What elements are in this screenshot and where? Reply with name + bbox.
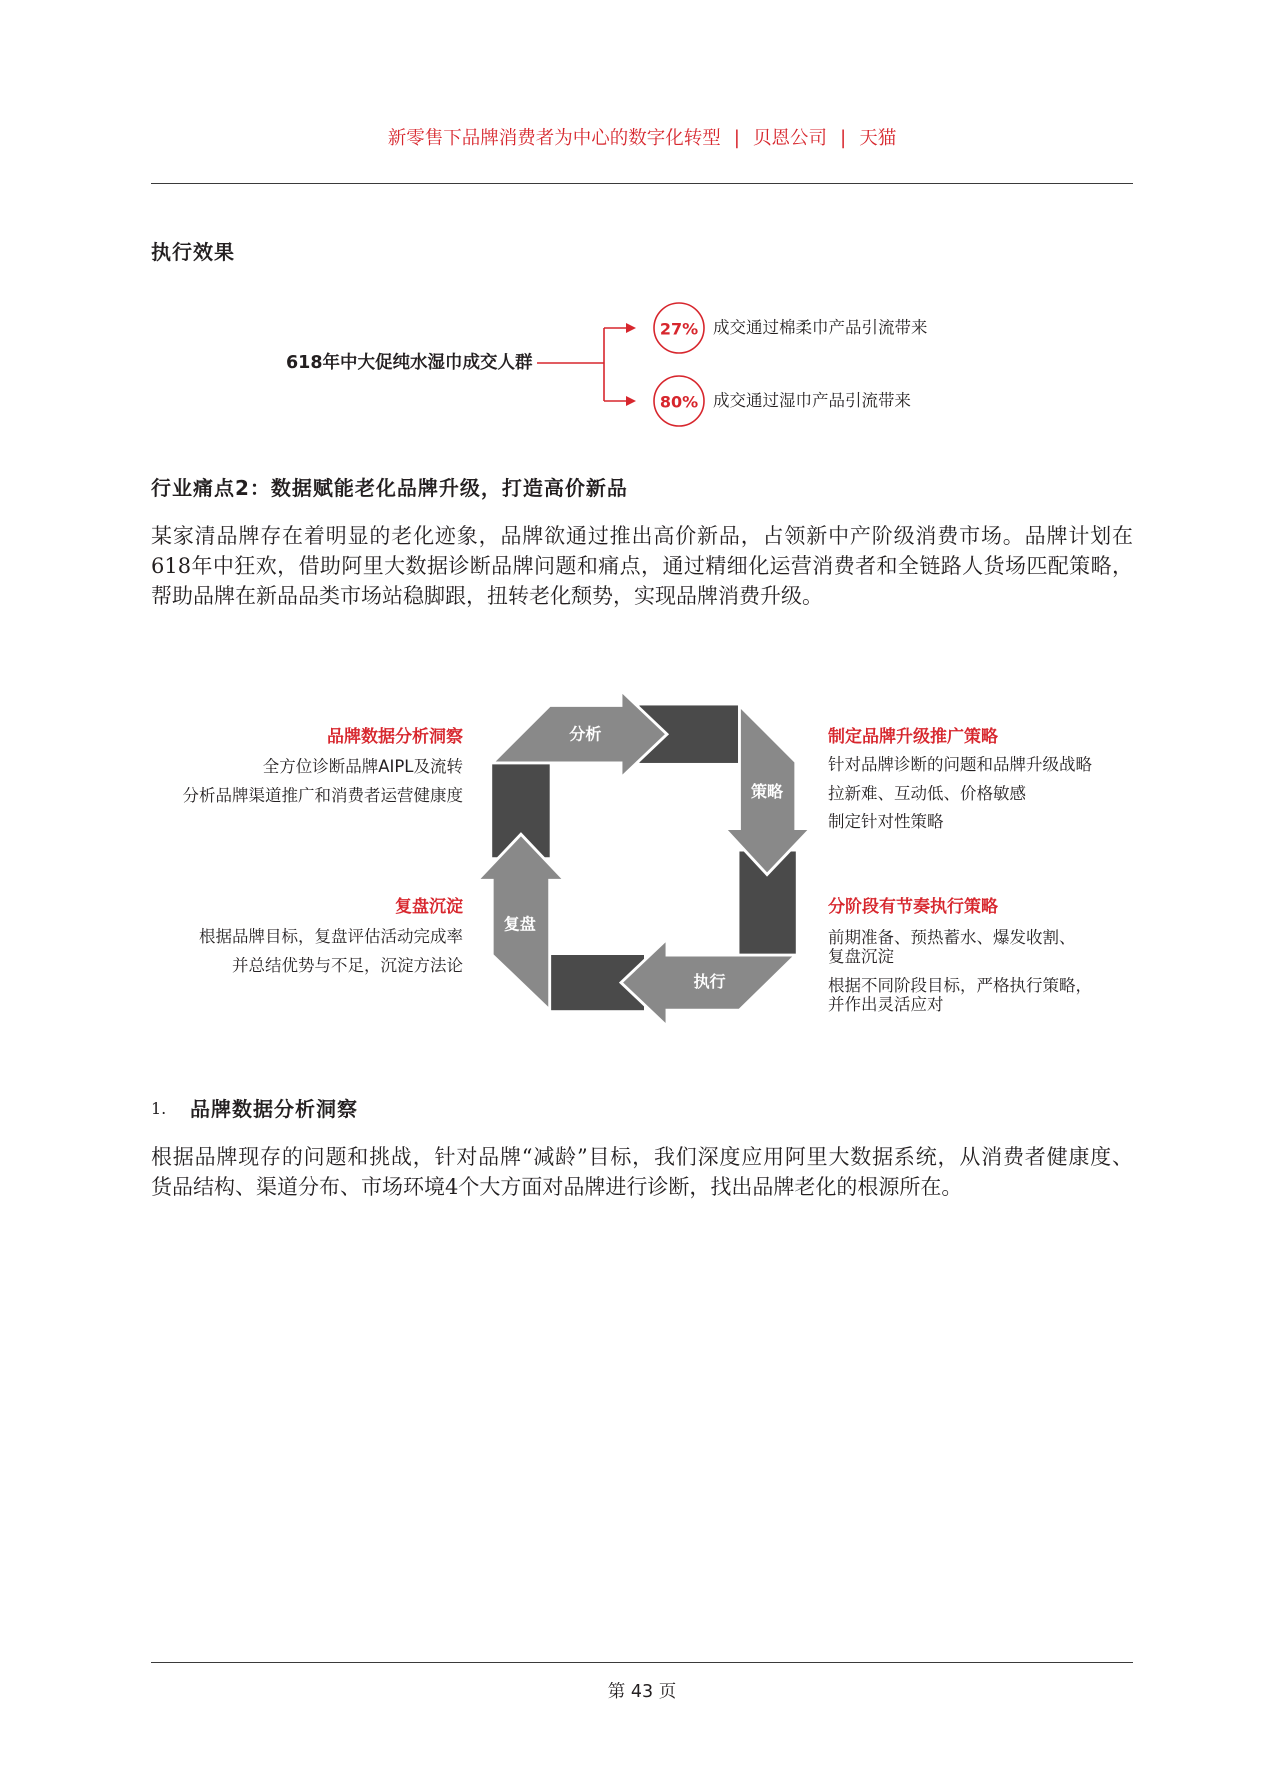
running-header: [151, 126, 1133, 152]
paragraph-line: 帮助品牌在新品品类市场站稳脚跟，扭转老化颓势，实现品牌消费升级。: [151, 584, 823, 608]
effect-item-text-2: 成交通过湿巾产品引流带来: [713, 391, 911, 410]
strategy-cycle-diagram: [460, 679, 828, 1036]
stage-label-review: 复盘: [503, 913, 536, 933]
cycle-block-strategy: [828, 723, 1092, 837]
effect-item-text-1: 成交通过棉柔巾产品引流带来: [713, 318, 928, 337]
paragraph-line: 货品结构、渠道分布、市场环境4个大方面对品牌进行诊断，找出品牌老化的根源所在。: [151, 1175, 963, 1199]
stage-label-strategy: 策略: [750, 781, 784, 801]
cycle-block-group: [828, 976, 1092, 1014]
cycle-block-line: 复盘沉淀: [828, 946, 894, 966]
branch-lower-arrowhead: [626, 396, 636, 406]
cycle-block-line: 并总结优势与不足，沉淀方法论: [232, 955, 463, 975]
header-separator: |: [733, 128, 740, 149]
paragraph-line: 根据品牌现存的问题和挑战，针对品牌“减龄”目标，我们深度应用阿里大数据系统，从消费者健康度、: [151, 1145, 1133, 1169]
percent-value-2: 80%: [659, 392, 699, 412]
cycle-block-line: 前期准备、预热蓄水、爆发收割、: [828, 927, 1076, 947]
cycle-block-line: 并作出灵活应对: [828, 994, 944, 1014]
cycle-block-review: [130, 893, 463, 980]
cycle-block-title: 制定品牌升级推广策略: [828, 726, 998, 747]
section-heading: 品牌数据分析洞察: [190, 1097, 358, 1121]
cycle-block-line: 根据品牌目标，复盘评估活动完成率: [199, 926, 463, 946]
cycle-block-line: 制定针对性策略: [828, 812, 944, 832]
cycle-block-title: 品牌数据分析洞察: [327, 726, 463, 747]
section-number: 1.: [151, 1099, 167, 1118]
cycle-block-line: 根据不同阶段目标，严格执行策略，: [828, 975, 1092, 995]
cycle-block-line: 针对品牌诊断的问题和品牌升级战略: [828, 755, 1092, 775]
page-number: 第 43 页: [607, 1682, 677, 1702]
pain-point-heading: 行业痛点2：数据赋能老化品牌升级，打造高价新品: [151, 476, 628, 500]
effect-branch-diagram: [520, 290, 710, 430]
cycle-block-execution: [828, 893, 1092, 1014]
cycle-block-title: 复盘沉淀: [395, 896, 463, 917]
header-company: 贝恩公司: [752, 128, 827, 149]
effect-source-label: 618年中大促纯水湿巾成交人群: [286, 353, 533, 373]
header-title: 新零售下品牌消费者为中心的数字化转型: [387, 128, 721, 149]
cycle-block-line: 分析品牌渠道推广和消费者运营健康度: [182, 785, 463, 805]
footer-rule: [151, 1662, 1133, 1663]
cycle-block-analysis: [130, 723, 463, 810]
cycle-block-line: 拉新难、互动低、价格敏感: [828, 783, 1026, 803]
effect-heading: 执行效果: [151, 240, 235, 264]
cycle-block-line: 全方位诊断品牌AIPL及流转: [262, 756, 463, 776]
paragraph-line: 某家清品牌存在着明显的老化迹象，品牌欲通过推出高价新品，占领新中产阶级消费市场。品牌计划在: [151, 524, 1133, 548]
header-partner: 天猫: [859, 128, 897, 149]
percent-value-1: 27%: [659, 319, 699, 339]
header-separator: |: [840, 128, 847, 149]
cycle-block-title: 分阶段有节奏执行策略: [828, 896, 998, 917]
pain-point-paragraph: [151, 521, 1133, 611]
cycle-block-group: [828, 928, 1092, 966]
stage-label-analysis: 分析: [569, 724, 602, 744]
paragraph-line: 618年中狂欢，借助阿里大数据诊断品牌问题和痛点，通过精细化运营消费者和全链路人货场匹配策略，: [151, 554, 1133, 578]
insight-paragraph: [151, 1142, 1133, 1202]
branch-upper-arrowhead: [626, 323, 636, 333]
header-rule: [151, 183, 1133, 184]
stage-label-execution: 执行: [693, 971, 726, 991]
